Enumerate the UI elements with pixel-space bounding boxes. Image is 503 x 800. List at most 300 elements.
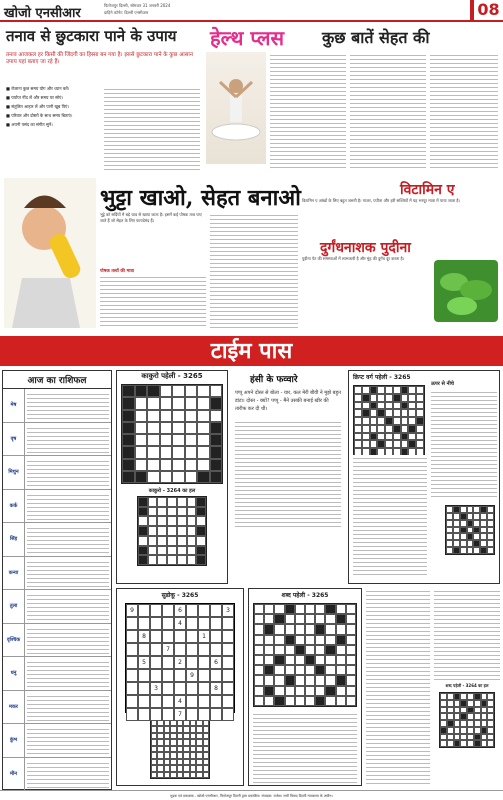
grid-cell [305, 614, 315, 624]
grid-cell [336, 635, 346, 645]
rashi-text [27, 391, 109, 420]
clues-down-title: ऊपर से नीचे [431, 381, 454, 387]
grid-cell [187, 555, 197, 565]
grid-cell [148, 497, 158, 507]
grid-cell [305, 696, 315, 706]
corn-column-1 [100, 274, 206, 328]
grid-cell [408, 402, 416, 410]
grid-cell [473, 533, 480, 540]
kakuro-box [116, 370, 228, 584]
grid-cell [185, 422, 198, 434]
grid-cell [174, 630, 186, 643]
grid-cell [210, 410, 223, 422]
grid-cell [408, 386, 416, 394]
grid-cell [336, 624, 346, 634]
health-bullet: ■ परिवार और दोस्तों के साथ समय बिताएं। [6, 113, 73, 118]
grid-cell [305, 645, 315, 655]
health-brand: हेल्थ प्लस [210, 26, 284, 50]
grid-cell [446, 513, 453, 520]
grid-cell [416, 440, 424, 448]
grid-cell [467, 720, 474, 727]
grid-cell [185, 410, 198, 422]
bullet-list-text [6, 86, 100, 170]
health-bullets [6, 86, 100, 170]
health-bullet: ■ पर्याप्त नींद लें और समय पर सोएं। [6, 95, 63, 100]
grid-cell [474, 734, 481, 741]
grid-cell [264, 696, 274, 706]
grid-cell [264, 645, 274, 655]
grid-cell [157, 546, 167, 556]
grid-cell [446, 540, 453, 547]
rashi-label: मीन [3, 758, 25, 791]
grid-cell [174, 643, 186, 656]
grid-cell: 9 [186, 669, 198, 682]
grid-cell [487, 713, 494, 720]
grid-cell [126, 695, 138, 708]
grid-cell [197, 446, 210, 458]
grid-cell [481, 693, 488, 700]
joke-title: हंसी के फव्वारे [250, 375, 298, 385]
grid-cell [453, 540, 460, 547]
grid-cell [210, 397, 223, 409]
grid-cell [186, 617, 198, 630]
grid-cell [295, 696, 305, 706]
rashi-row [3, 724, 111, 758]
grid-cell [305, 686, 315, 696]
grid-cell [185, 459, 198, 471]
grid-cell [440, 727, 447, 734]
grid-cell [377, 417, 385, 425]
grid-cell [254, 665, 264, 675]
grid-cell [135, 385, 148, 397]
grid-cell [346, 665, 356, 675]
grid-cell [295, 675, 305, 685]
grid-cell [162, 617, 174, 630]
grid-cell [135, 459, 148, 471]
grid-cell [354, 394, 362, 402]
grid-cell [467, 520, 474, 527]
grid-cell [138, 708, 150, 721]
grid-cell [460, 533, 467, 540]
grid-cell [172, 422, 185, 434]
grid-cell [401, 402, 409, 410]
grid-cell [370, 386, 378, 394]
grid-cell [447, 720, 454, 727]
grid-cell [295, 614, 305, 624]
grid-cell [377, 402, 385, 410]
grid-cell [285, 655, 295, 665]
grid-cell [370, 402, 378, 410]
grid-cell [147, 459, 160, 471]
grid-cell [315, 675, 325, 685]
grid-cell [325, 675, 335, 685]
kakuro-grid [121, 384, 223, 484]
grid-cell [487, 506, 494, 513]
grid-cell [487, 727, 494, 734]
vitamin-title: विटामिन ए [400, 182, 455, 198]
grid-cell [362, 425, 370, 433]
grid-cell [285, 645, 295, 655]
grid-cell [187, 516, 197, 526]
grid-cell [254, 624, 264, 634]
grid-cell [172, 459, 185, 471]
yoga-photo [206, 52, 266, 164]
grid-cell: 8 [138, 630, 150, 643]
health-headline-right: कुछ बातें सेहत की [322, 28, 430, 47]
grid-cell [254, 675, 264, 685]
grid-cell [254, 614, 264, 624]
rashi-label: कन्या [3, 557, 25, 590]
grid-cell [385, 440, 393, 448]
grid-cell [222, 682, 234, 695]
grid-cell [481, 713, 488, 720]
grid-cell [126, 669, 138, 682]
grid-cell [385, 402, 393, 410]
rashi-text [27, 559, 109, 588]
grid-cell [377, 409, 385, 417]
grid-cell [196, 536, 206, 546]
grid-cell [393, 440, 401, 448]
grid-cell [186, 682, 198, 695]
grid-cell [167, 526, 177, 536]
rashi-text [27, 659, 109, 688]
rashi-label: कुंभ [3, 724, 25, 757]
grid-cell [460, 540, 467, 547]
rashi-row [3, 590, 111, 624]
grid-cell [198, 682, 210, 695]
grid-cell [354, 386, 362, 394]
grid-cell [370, 433, 378, 441]
grid-cell [467, 540, 474, 547]
grid-cell [186, 630, 198, 643]
grid-cell [446, 506, 453, 513]
grid-cell [160, 446, 173, 458]
grid-cell [354, 402, 362, 410]
grid-cell [210, 643, 222, 656]
grid-cell [274, 665, 284, 675]
grid-cell [198, 669, 210, 682]
grid-cell [254, 604, 264, 614]
corn-headline: भुट्टा खाओ, सेहत बनाओ [100, 185, 301, 211]
grid-cell [447, 734, 454, 741]
grid-cell [135, 422, 148, 434]
grid-cell [393, 433, 401, 441]
grid-cell [487, 734, 494, 741]
grid-cell [186, 643, 198, 656]
grid-cell [467, 713, 474, 720]
grid-cell [274, 655, 284, 665]
grid-cell [122, 471, 135, 483]
grid-cell [370, 417, 378, 425]
grid-cell [487, 740, 494, 747]
grid-cell [148, 546, 158, 556]
grid-cell [138, 536, 148, 546]
grid-cell [362, 409, 370, 417]
grid-cell [416, 409, 424, 417]
sudoku-box [116, 588, 244, 786]
grid-cell [336, 604, 346, 614]
rashi-row [3, 523, 111, 557]
rashi-text [27, 425, 109, 454]
grid-cell [160, 434, 173, 446]
clues-across [353, 455, 427, 575]
grid-cell [197, 410, 210, 422]
grid-cell [447, 707, 454, 714]
grid-cell [440, 700, 447, 707]
grid-cell [346, 635, 356, 645]
grid-cell [377, 433, 385, 441]
grid-cell [160, 471, 173, 483]
grid-cell [150, 695, 162, 708]
grid-cell [254, 645, 264, 655]
grid-cell [177, 516, 187, 526]
grid-cell [210, 459, 223, 471]
grid-cell [295, 645, 305, 655]
grid-cell [186, 604, 198, 617]
grid-cell [160, 385, 173, 397]
rashi-row [3, 389, 111, 423]
grid-cell [138, 546, 148, 556]
grid-cell [285, 624, 295, 634]
grid-cell [147, 446, 160, 458]
grid-cell [354, 417, 362, 425]
grid-cell [385, 386, 393, 394]
grid-cell [377, 425, 385, 433]
grid-cell [346, 655, 356, 665]
grid-cell [186, 695, 198, 708]
grid-cell [346, 686, 356, 696]
grid-cell [160, 397, 173, 409]
grid-cell [325, 645, 335, 655]
rashi-text [27, 626, 109, 655]
grid-cell [162, 630, 174, 643]
grid-cell [325, 614, 335, 624]
grid-cell [408, 409, 416, 417]
grid-cell [210, 471, 223, 483]
grid-cell [480, 520, 487, 527]
grid-cell [393, 386, 401, 394]
word-clues-right [366, 588, 430, 786]
grid-cell [336, 614, 346, 624]
grid-cell [295, 655, 305, 665]
grid-cell [454, 720, 461, 727]
grid-cell [325, 686, 335, 696]
grid-cell [354, 409, 362, 417]
grid-cell [447, 713, 454, 720]
grid-cell [197, 397, 210, 409]
grid-cell [473, 540, 480, 547]
rashi-row [3, 490, 111, 524]
grid-cell [473, 520, 480, 527]
grid-cell [122, 385, 135, 397]
grid-cell [264, 675, 274, 685]
grid-cell [138, 555, 148, 565]
grid-cell [122, 422, 135, 434]
grid-cell: 3 [222, 604, 234, 617]
grid-cell [393, 425, 401, 433]
grid-cell [285, 675, 295, 685]
grid-cell [138, 695, 150, 708]
grid-cell [453, 513, 460, 520]
grid-cell [264, 624, 274, 634]
grid-cell [210, 434, 223, 446]
rashi-label: वृष [3, 423, 25, 456]
grid-cell [315, 645, 325, 655]
grid-cell [198, 695, 210, 708]
grid-cell [408, 417, 416, 425]
grid-cell [474, 727, 481, 734]
rashi-label: मकर [3, 691, 25, 724]
grid-cell [167, 497, 177, 507]
grid-cell [481, 700, 488, 707]
grid-cell [210, 669, 222, 682]
grid-cell [222, 643, 234, 656]
grid-cell [467, 700, 474, 707]
grid-cell [285, 686, 295, 696]
grid-cell [370, 409, 378, 417]
grid-cell: 6 [210, 656, 222, 669]
crossword-grid [353, 385, 425, 457]
grid-cell [222, 656, 234, 669]
grid-cell [197, 471, 210, 483]
grid-cell [440, 740, 447, 747]
grid-cell [222, 617, 234, 630]
grid-cell [177, 546, 187, 556]
grid-cell [474, 700, 481, 707]
grid-cell [150, 604, 162, 617]
grid-cell [162, 682, 174, 695]
grid-cell [138, 497, 148, 507]
clues-down [431, 389, 497, 499]
grid-cell [454, 727, 461, 734]
grid-cell [254, 635, 264, 645]
grid-cell [160, 459, 173, 471]
grid-cell [401, 433, 409, 441]
rashi-text [27, 693, 109, 722]
grid-cell [305, 655, 315, 665]
grid-cell [160, 410, 173, 422]
grid-cell [454, 707, 461, 714]
grid-cell: 3 [150, 682, 162, 695]
grid-cell [473, 547, 480, 554]
grid-cell [336, 665, 346, 675]
grid-cell [305, 604, 315, 614]
grid-cell [147, 471, 160, 483]
grid-cell [187, 526, 197, 536]
grid-cell [336, 686, 346, 696]
rashi-row [3, 456, 111, 490]
grid-cell [481, 734, 488, 741]
grid-cell [460, 713, 467, 720]
grid-cell [480, 527, 487, 534]
health-column-3 [270, 52, 346, 170]
grid-cell [122, 410, 135, 422]
grid-cell [460, 693, 467, 700]
grid-cell [346, 614, 356, 624]
grid-cell [196, 526, 206, 536]
grid-cell: 2 [174, 656, 186, 669]
grid-cell [354, 440, 362, 448]
grid-cell [446, 527, 453, 534]
grid-cell [346, 696, 356, 706]
grid-cell [440, 734, 447, 741]
grid-cell [453, 506, 460, 513]
joke-more [235, 419, 341, 529]
grid-cell [346, 604, 356, 614]
grid-cell [460, 740, 467, 747]
grid-cell [416, 386, 424, 394]
grid-cell [480, 547, 487, 554]
grid-cell [440, 713, 447, 720]
masthead [0, 0, 503, 22]
grid-cell [454, 700, 461, 707]
masthead-sub: दाहिने कॉर्नर: दिल्ली एनसीआर [104, 10, 149, 15]
grid-cell [440, 720, 447, 727]
grid-cell [150, 630, 162, 643]
crossword-title: क्रिप्ट वर्ग पहेली - 3265 [353, 374, 411, 381]
grid-cell [487, 693, 494, 700]
grid-cell: 8 [210, 682, 222, 695]
grid-cell: 4 [174, 617, 186, 630]
grid-cell [315, 686, 325, 696]
rashifal-box [2, 370, 112, 790]
grid-cell [315, 696, 325, 706]
grid-cell [177, 536, 187, 546]
grid-cell [377, 386, 385, 394]
grid-cell [336, 655, 346, 665]
grid-cell [454, 693, 461, 700]
grid-cell [172, 446, 185, 458]
grid-cell [187, 546, 197, 556]
grid-cell [185, 385, 198, 397]
grid-cell [401, 417, 409, 425]
masthead-logo: खोजो एनसीआर [4, 6, 81, 21]
grid-cell [385, 417, 393, 425]
rashi-label: तुला [3, 590, 25, 623]
grid-cell [315, 614, 325, 624]
grid-cell [467, 506, 474, 513]
grid-cell [147, 422, 160, 434]
grid-cell [172, 434, 185, 446]
mint-title: दुर्गंधनाशक पुदीना [320, 240, 411, 256]
mint-body: पुदीना पेट की समस्याओं में लाभकारी है और मुंह की दुर्गंध दूर करता है। [302, 256, 405, 261]
health-column-4 [350, 52, 426, 170]
grid-cell [138, 516, 148, 526]
grid-cell [385, 394, 393, 402]
grid-cell [210, 604, 222, 617]
grid-cell [454, 734, 461, 741]
grid-cell [480, 513, 487, 520]
joke-box [232, 370, 344, 584]
grid-cell [167, 546, 177, 556]
grid-cell [135, 410, 148, 422]
grid-cell [480, 533, 487, 540]
rashi-row [3, 423, 111, 457]
corn-subhead-1: पोषक तत्वों की मात्रा [100, 269, 135, 274]
health-headline-left: तनाव से छुटकारा पाने के उपाय [6, 27, 177, 45]
health-column-2 [104, 86, 200, 170]
grid-cell [264, 604, 274, 614]
word-grid [253, 603, 357, 707]
grid-cell [177, 526, 187, 536]
grid-cell [138, 604, 150, 617]
rashi-label: वृश्चिक [3, 624, 25, 657]
grid-cell [401, 425, 409, 433]
grid-cell [393, 409, 401, 417]
grid-cell [447, 693, 454, 700]
grid-cell [370, 394, 378, 402]
grid-cell [167, 555, 177, 565]
